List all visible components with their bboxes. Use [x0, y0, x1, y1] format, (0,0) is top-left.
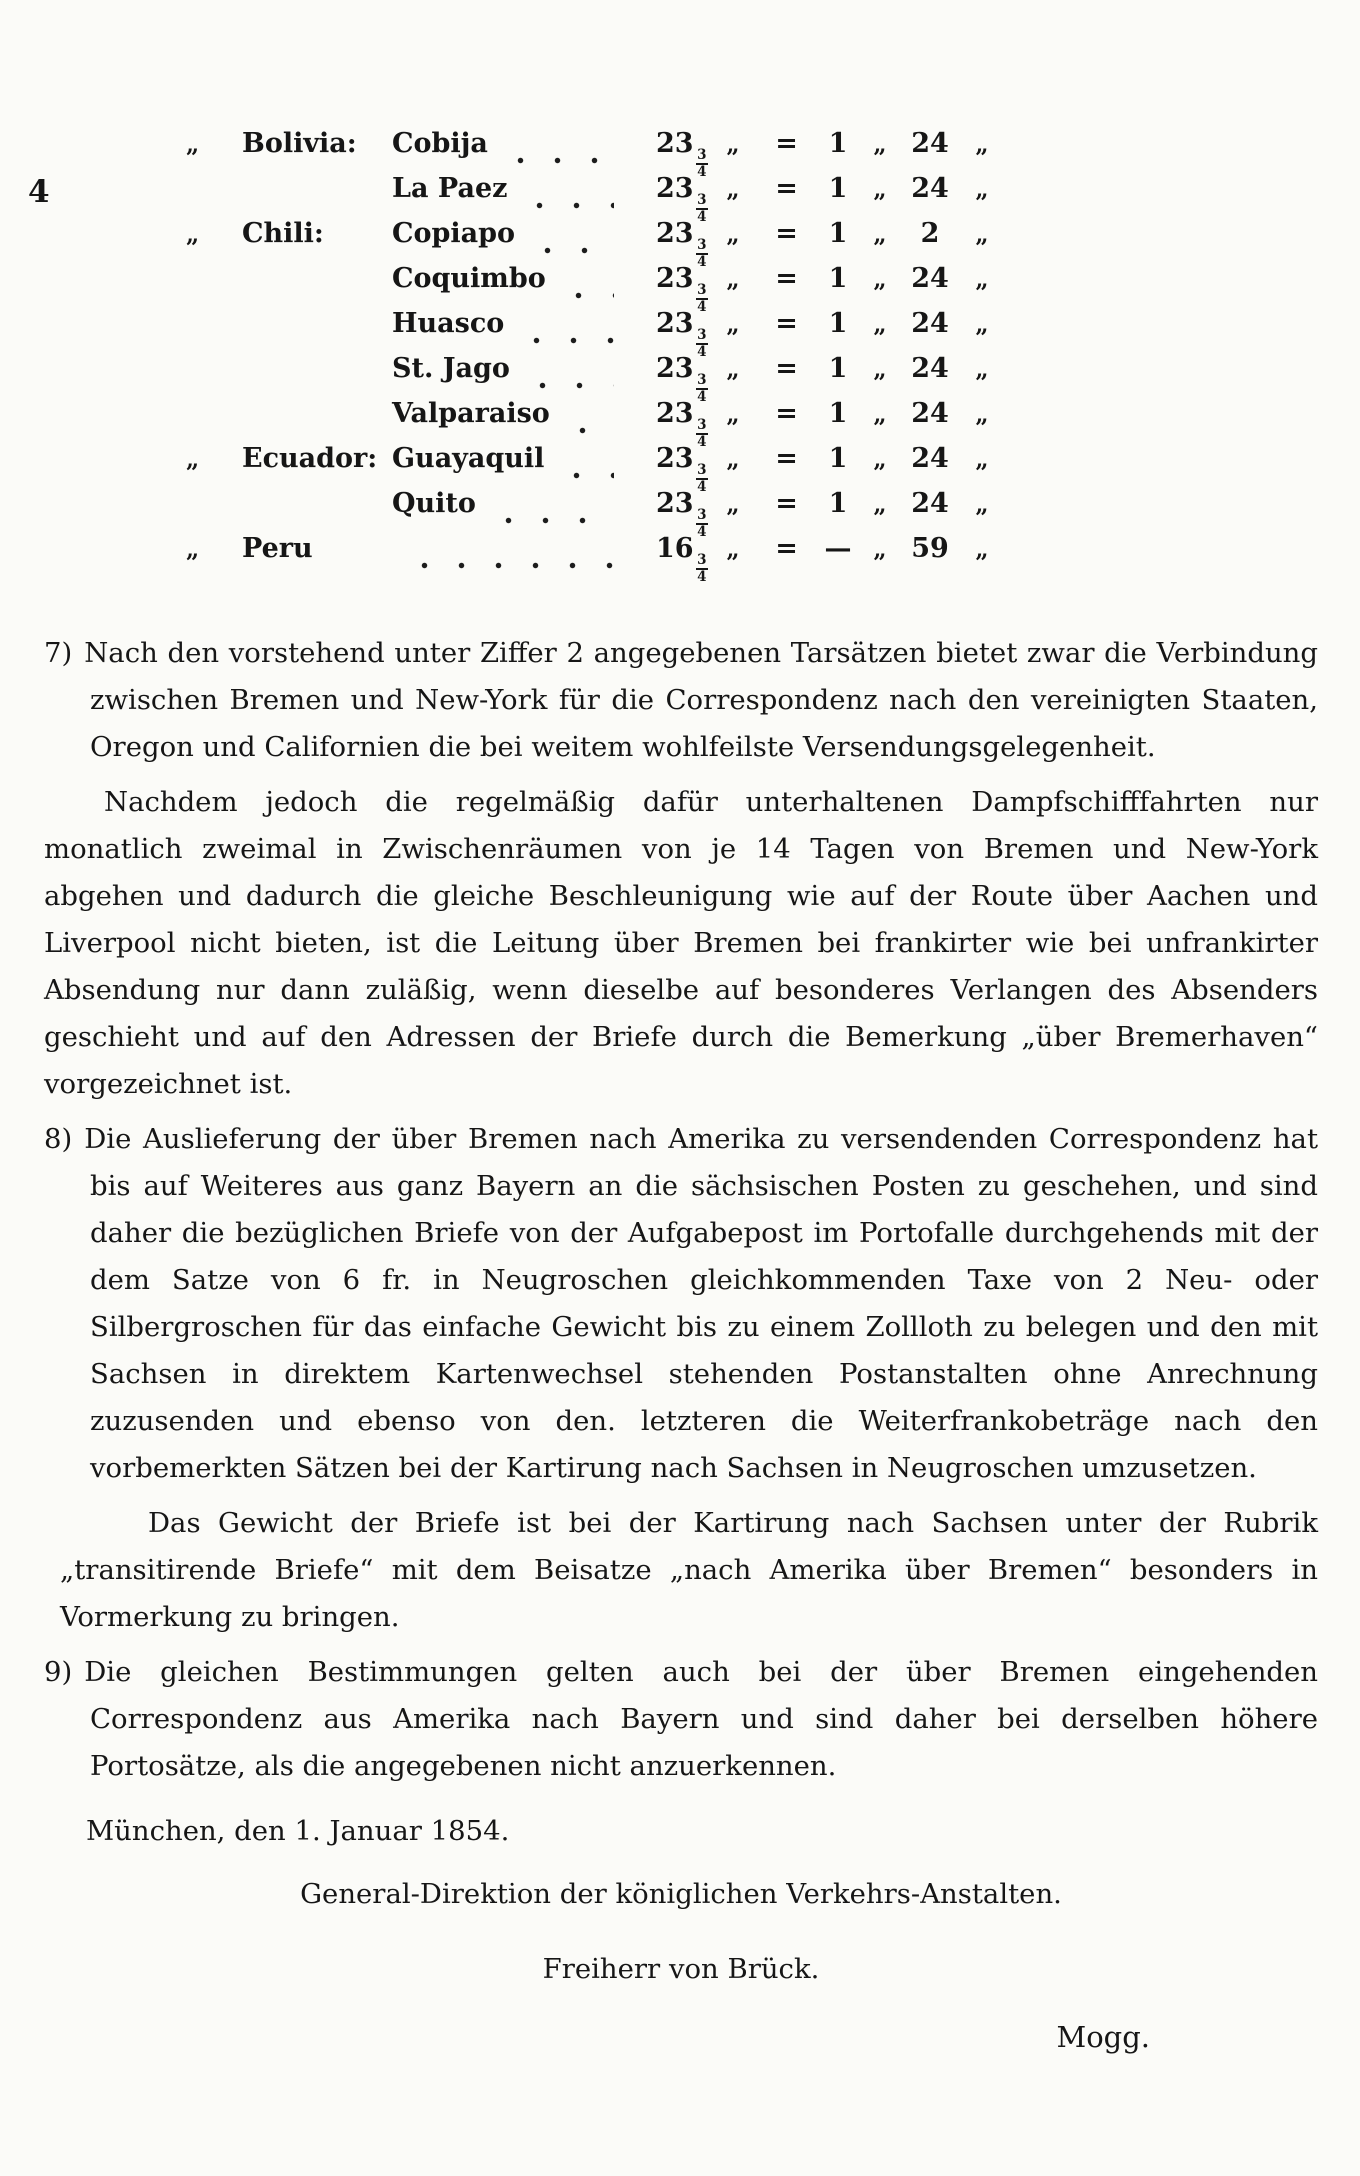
city-label: Huasco — [392, 308, 505, 339]
equals-sign: = — [775, 218, 799, 249]
table-row — [186, 263, 1004, 315]
thaler-value: — — [824, 533, 852, 564]
dot-leader — [560, 292, 614, 299]
groschen-value: 24 — [911, 488, 949, 519]
ditto-mark: „ — [975, 176, 989, 203]
signature-name: Freiherr von Brück. — [542, 1952, 820, 1985]
fraction: $\frac{3}{4}$ — [697, 552, 707, 585]
equals-sign: = — [775, 353, 799, 384]
thaler-value: 1 — [828, 173, 848, 204]
ditto-mark: „ — [873, 536, 887, 563]
thaler-value: 1 — [828, 308, 848, 339]
equals-sign: = — [775, 173, 799, 204]
dateline: München, den 1. Januar 1854. — [86, 1815, 510, 1847]
fraction: $\frac{3}{4}$ — [697, 417, 707, 450]
equals-sign: = — [775, 263, 799, 294]
rate-value: 23 $\frac{3}{4}$ — [656, 218, 707, 270]
ditto-mark: „ — [873, 491, 887, 518]
ditto-mark: „ — [975, 401, 989, 428]
country-label: Chili: — [242, 218, 324, 249]
ditto-mark: „ — [186, 536, 200, 563]
thaler-value: 1 — [828, 398, 848, 429]
fraction: $\frac{3}{4}$ — [697, 507, 707, 540]
city-label: Guayaquil — [392, 443, 545, 474]
city-label: Coquimbo — [392, 263, 546, 294]
thaler-value: 1 — [828, 128, 848, 159]
ditto-mark: „ — [873, 266, 887, 293]
groschen-value: 24 — [911, 128, 949, 159]
fraction: $\frac{3}{4}$ — [697, 237, 707, 270]
paragraph-text: Die gleichen Bestimmungen gelten auch bei der über Bremen eingehenden Correspondenz aus Amerika nach Bayern und sind daher bei derselben höhere Portosätze, als die angegebenen nicht anzuerkennen. — [84, 1656, 1318, 1782]
equals-sign: = — [775, 128, 799, 159]
paragraph-number: 8) — [44, 1123, 73, 1155]
ditto-mark: „ — [975, 131, 989, 158]
ditto-mark: „ — [873, 356, 887, 383]
ditto-mark: „ — [726, 131, 740, 158]
ditto-mark: „ — [975, 536, 989, 563]
ditto-mark: „ — [873, 311, 887, 338]
paragraph-number: 9) — [44, 1656, 73, 1688]
country-label: Bolivia: — [242, 128, 357, 159]
dot-leader — [518, 337, 614, 344]
paragraph-text: Nachdem jedoch die regelmäßig dafür unterhaltenen Dampfschifffahrten nur monatlich zweimal in Zwischenräumen von je 14 Tagen von Bremen und New-York abgehen und dadurch die gleiche Beschleunigung wie auf der Route über Aachen und Liverpool nicht bieten, ist die Leitung über Bremen bei frankirter wie bei unfrankirter Absendung nur dann zuläßig, wenn dieselbe auf besonderes Verlangen des Absenders geschieht und auf den Adressen der Briefe durch die Bemerkung „über Bremerhaven“ vorgezeichnet ist. — [44, 786, 1318, 1100]
city-label: Quito — [392, 488, 476, 519]
equals-sign: = — [775, 443, 799, 474]
ditto-mark: „ — [726, 266, 740, 293]
thaler-value: 1 — [828, 263, 848, 294]
paragraph-7-continuation — [44, 779, 1318, 1108]
paragraph-8-continuation — [60, 1500, 1318, 1641]
paragraph-text: Das Gewicht der Briefe ist bei der Kartirung nach Sachsen unter der Rubrik „transitirende Briefe“ mit dem Beisatze „nach Amerika über Bremen“ besonders in Vormerkung zu bringen. — [60, 1507, 1318, 1633]
ditto-mark: „ — [186, 221, 200, 248]
groschen-value: 24 — [911, 443, 949, 474]
dot-leader — [406, 562, 614, 569]
groschen-value: 24 — [911, 263, 949, 294]
ditto-mark: „ — [186, 446, 200, 473]
paragraph-text: Nach den vorstehend unter Ziffer 2 angegebenen Tarsätzen bietet zwar die Verbindung zwischen Bremen und New-York für die Correspondenz nach den vereinigten Staaten, Oregon und Californien die bei weitem wohlfeilste Versendungsgelegenheit. — [84, 637, 1318, 763]
rate-value: 23 $\frac{3}{4}$ — [656, 488, 707, 540]
ditto-mark: „ — [726, 446, 740, 473]
fraction: $\frac{3}{4}$ — [697, 147, 707, 180]
rate-value: 23 $\frac{3}{4}$ — [656, 173, 707, 225]
dot-leader — [521, 202, 614, 209]
rate-value: 16 $\frac{3}{4}$ — [656, 533, 707, 585]
city-label: La Paez — [392, 173, 508, 204]
fraction: $\frac{3}{4}$ — [697, 462, 707, 495]
table-row — [186, 173, 1004, 225]
signature-clerk: Mogg. — [1056, 2020, 1150, 2054]
fraction: $\frac{3}{4}$ — [697, 372, 707, 405]
groschen-value: 24 — [911, 353, 949, 384]
table-row — [186, 533, 1004, 585]
ditto-mark: „ — [975, 266, 989, 293]
ditto-mark: „ — [975, 491, 989, 518]
table-row — [186, 488, 1004, 540]
page-number: 4 — [28, 174, 50, 210]
rate-value: 23 $\frac{3}{4}$ — [656, 443, 707, 495]
equals-sign: = — [775, 308, 799, 339]
groschen-value: 24 — [911, 398, 949, 429]
ditto-mark: „ — [975, 356, 989, 383]
city-label: St. Jago — [392, 353, 510, 384]
dot-leader — [502, 157, 614, 164]
groschen-value: 24 — [911, 308, 949, 339]
body-text — [44, 630, 1318, 2061]
equals-sign: = — [775, 533, 799, 564]
paragraph-number: 7) — [44, 637, 73, 669]
equals-sign: = — [775, 488, 799, 519]
paragraph-7 — [44, 630, 1318, 771]
ditto-mark: „ — [726, 536, 740, 563]
table-row — [186, 308, 1004, 360]
table-row — [186, 398, 1004, 450]
city-label: Cobija — [392, 128, 488, 159]
dot-leader — [558, 472, 614, 479]
ditto-mark: „ — [726, 401, 740, 428]
dot-leader — [564, 427, 614, 434]
document-page — [0, 128, 1360, 2176]
fraction: $\frac{3}{4}$ — [697, 282, 707, 315]
country-label: Ecuador: — [242, 443, 378, 474]
groschen-value: 59 — [911, 533, 949, 564]
ditto-mark: „ — [873, 176, 887, 203]
ditto-mark: „ — [726, 356, 740, 383]
fraction: $\frac{3}{4}$ — [697, 327, 707, 360]
thaler-value: 1 — [828, 218, 848, 249]
ditto-mark: „ — [873, 446, 887, 473]
ditto-mark: „ — [873, 131, 887, 158]
rate-value: 23 $\frac{3}{4}$ — [656, 353, 707, 405]
groschen-value: 24 — [911, 173, 949, 204]
thaler-value: 1 — [828, 488, 848, 519]
ditto-mark: „ — [726, 221, 740, 248]
ditto-mark: „ — [975, 221, 989, 248]
rate-value: 23 $\frac{3}{4}$ — [656, 308, 707, 360]
table-row — [186, 353, 1004, 405]
paragraph-text: Die Auslieferung der über Bremen nach Amerika zu versendenden Correspondenz hat bis auf Weiteres aus ganz Bayern an die sächsischen Posten zu geschehen, und sind daher die bezüglichen Briefe von der Aufgabepost im Portofalle durchgehends mit der dem Satze von 6 fr. in Neugroschen gleichkommenden Taxe von 2 Neu- oder Silbergroschen für das einfache Gewicht bis zu einem Zollloth zu belegen und den mit Sachsen in direktem Kartenwechsel stehenden Postanstalten ohne Anrechnung zuzusenden und ebenso von den. letzteren die Weiterfrankobeträge nach den vorbemerkten Sätzen bei der Kartirung nach Sachsen in Neugroschen umzusetzen. — [84, 1123, 1318, 1484]
signature-organization: General-Direktion der königlichen Verkehrs-Anstalten. — [300, 1878, 1062, 1910]
groschen-value: 2 — [920, 218, 940, 249]
dot-leader — [524, 382, 614, 389]
thaler-value: 1 — [828, 443, 848, 474]
ditto-mark: „ — [873, 401, 887, 428]
rate-value: 23 $\frac{3}{4}$ — [656, 128, 707, 180]
table-row — [186, 218, 1004, 270]
paragraph-9 — [44, 1649, 1318, 1790]
dot-leader — [490, 517, 614, 524]
ditto-mark: „ — [186, 131, 200, 158]
dot-leader — [529, 247, 614, 254]
paragraph-8 — [44, 1116, 1318, 1492]
ditto-mark: „ — [726, 176, 740, 203]
ditto-mark: „ — [975, 446, 989, 473]
country-label: Peru — [242, 533, 313, 564]
table-row — [186, 128, 1004, 180]
city-label: Valparaiso — [392, 398, 550, 429]
rate-value: 23 $\frac{3}{4}$ — [656, 263, 707, 315]
ditto-mark: „ — [726, 491, 740, 518]
ditto-mark: „ — [726, 311, 740, 338]
rate-table — [186, 128, 1004, 585]
ditto-mark: „ — [975, 311, 989, 338]
city-label: Copiapo — [392, 218, 516, 249]
rate-value: 23 $\frac{3}{4}$ — [656, 398, 707, 450]
ditto-mark: „ — [873, 221, 887, 248]
fraction: $\frac{3}{4}$ — [697, 192, 707, 225]
table-row — [186, 443, 1004, 495]
thaler-value: 1 — [828, 353, 848, 384]
equals-sign: = — [775, 398, 799, 429]
